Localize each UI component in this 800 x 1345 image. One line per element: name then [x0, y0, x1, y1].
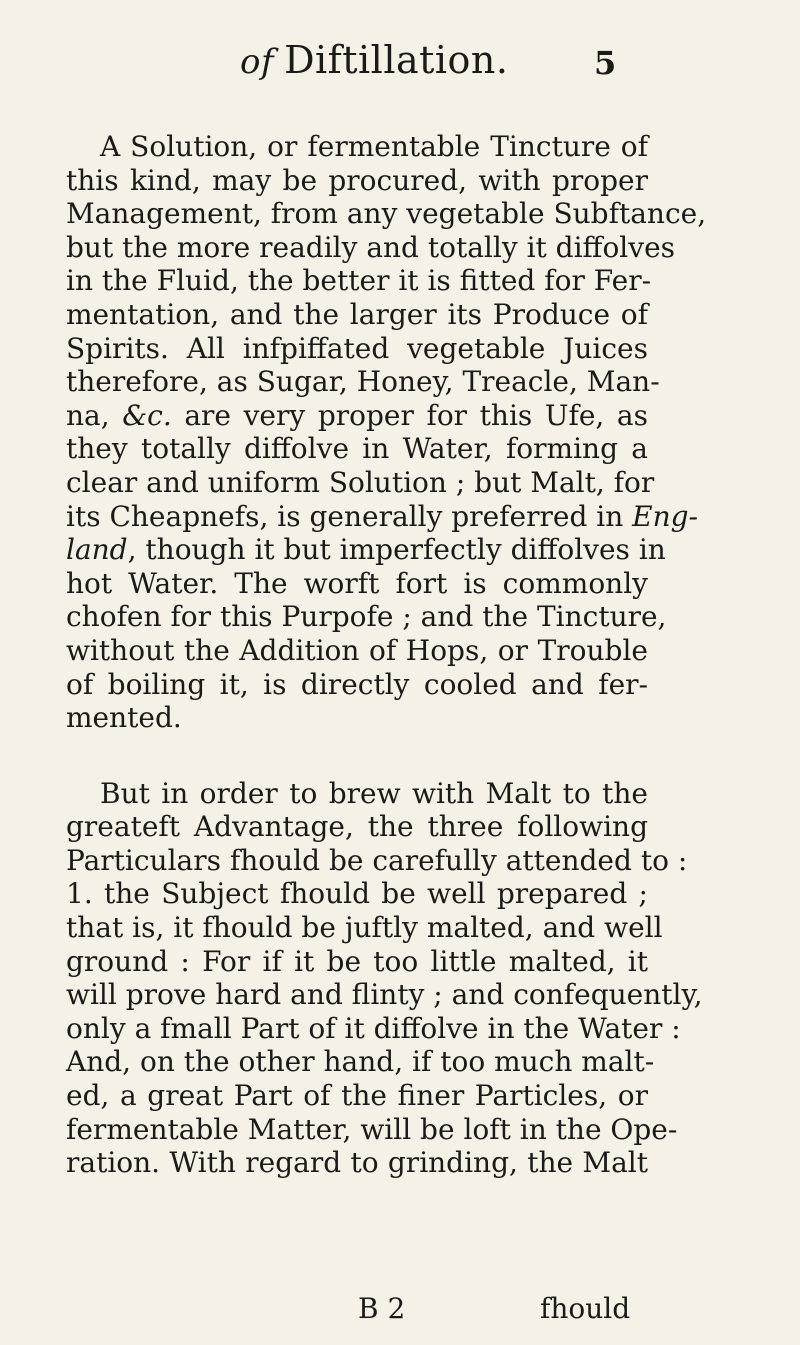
text-line: that is, it fhould be juftly malted, and well: [66, 911, 663, 945]
text-line: of boiling it, is directly cooled and fer-: [66, 667, 648, 701]
text-line: mented.: [66, 701, 182, 735]
text-line: clear and uniform Solution ; but Malt, for: [66, 465, 655, 499]
text-line: will prove hard and flinty ; and confequently,: [66, 978, 703, 1012]
text-line: therefore, as Sugar, Honey, Treacle, Man-: [66, 365, 660, 399]
text-line: only a fmall Part of it diffolve in the Water :: [66, 1011, 681, 1045]
text-line: in the Fluid, the better it is fitted for Fer-: [66, 264, 652, 298]
text-line: ration. With regard to grinding, the Malt: [66, 1146, 648, 1180]
running-title-of: of: [240, 42, 275, 82]
text-line: ed, a great Part of the finer Particles, or: [66, 1079, 648, 1113]
running-title-text: Diftillation.: [284, 38, 509, 82]
text-line: na, &c. are very proper for this Ufe, as: [66, 398, 648, 432]
text-line: Particulars fhould be carefully attended to :: [66, 843, 688, 877]
text-line: but the more readily and totally it diffolves: [66, 230, 676, 264]
text-line: And, on the other hand, if too much malt-: [66, 1045, 655, 1079]
text-line: they totally diffolve in Water, forming a: [66, 432, 648, 466]
text-line: But in order to brew with Malt to the: [100, 776, 648, 810]
text-line: A Solution, or fermentable Tincture of: [100, 130, 648, 163]
text-line: hot Water. The worft fort is commonly: [66, 566, 648, 600]
page-footer: [0, 1292, 800, 1326]
text-line: fermentable Matter, will be loft in the Ope-: [66, 1112, 678, 1146]
body-text: [66, 130, 707, 1180]
running-title: [240, 38, 509, 82]
catchword: fhould: [540, 1292, 631, 1325]
text-line: 1. the Subject fhould be well prepared ;: [66, 877, 648, 911]
text-line: greateft Advantage, the three following: [66, 810, 648, 844]
text-line: its Cheapnefs, is generally preferred in Eng-: [66, 499, 699, 533]
text-line: land, though it but imperfectly diffolves in: [66, 533, 666, 567]
text-line: this kind, may be procured, with proper: [66, 163, 648, 197]
text-line: without the Addition of Hops, or Trouble: [66, 633, 648, 667]
running-head: [0, 38, 800, 98]
text-line: Spirits. All infpiffated vegetable Juices: [66, 331, 648, 365]
page-number: 5: [594, 44, 617, 82]
paragraph-gap: [66, 735, 648, 777]
text-line: chofen for this Purpofe ; and the Tincture,: [66, 600, 667, 634]
text-line: Management, from any vegetable Subftance,: [66, 197, 707, 231]
text-line: mentation, and the larger its Produce of: [66, 297, 648, 331]
text-line: ground : For if it be too little malted, it: [66, 944, 648, 978]
signature-mark: B 2: [358, 1292, 406, 1325]
